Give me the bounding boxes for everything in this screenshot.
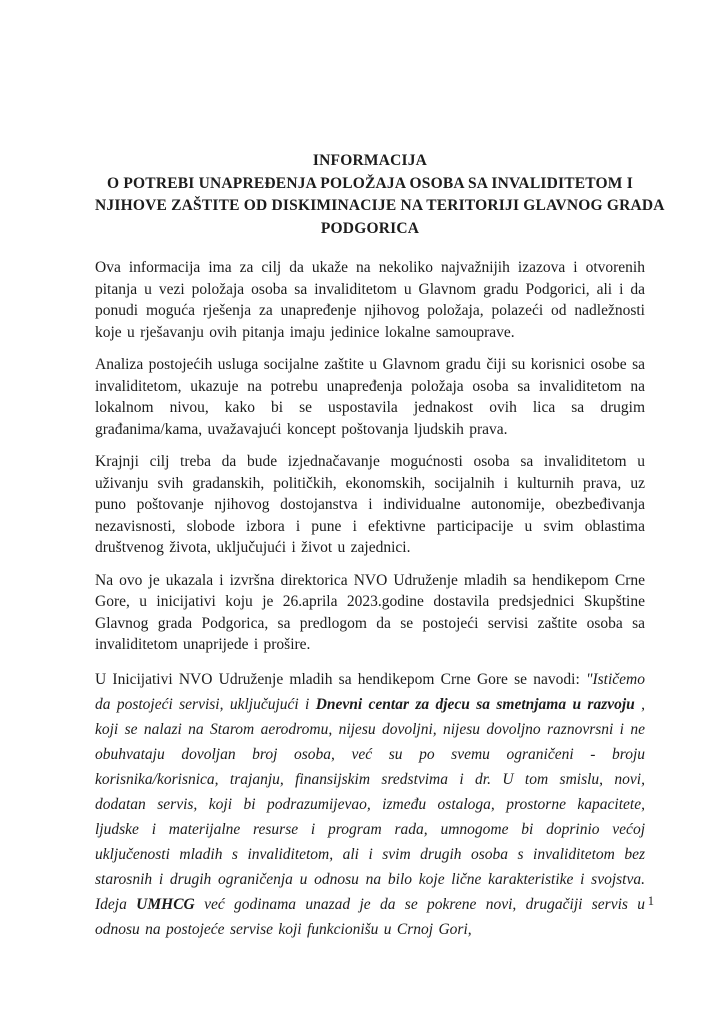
paragraph-3: Krajnji cilj treba da bude izjednačavanje mogućnosti osoba sa invaliditetom u uživanju svih gradanskih, političkih, ekonomskih, socijalnih i kulturnih prava, uz puno poštovanje njihovog dostojanstva i individualne autonomije, obezbeđivanja nezavisnosti, slobode izbora i pune i efektivne participacije u svim oblastima društvenog života, uključujući i život u zajednici. bbox=[95, 453, 645, 556]
paragraph-5-bold-phrase-umhcg: UMHCG bbox=[136, 895, 195, 913]
document-title bbox=[95, 150, 665, 240]
title-line-4: PODGORICA bbox=[320, 219, 420, 237]
paragraph-5 bbox=[95, 667, 645, 942]
page-number: 1 bbox=[647, 894, 654, 908]
paragraph-4: Na ovo je ukazala i izvršna direktorica NVO Udruženje mladih sa hendikepom Crne Gore, u inicijativi koju je 26.aprila 2023.godine dostavila predsjednici Skupštine Glavnog grada Podgorica, sa predlogom da se postojeći servisi zaštite osoba sa invaliditetom unaprijede i prošire. bbox=[95, 571, 645, 653]
paragraph-2: Analiza postojećih usluga socijalne zaštite u Glavnom gradu čiji su korisnici osobe sa invaliditetom, ukazuje na potrebu unapređenja položaja osoba sa invaliditetom na lokalnom nivou, kako bi se uspostavila jednakost ovih lica sa drugim građanima/kama, uvažavajući koncept poštovanja ljudskih prava. bbox=[95, 356, 645, 438]
title-line-3: NJIHOVE ZAŠTITE OD DISKIMINACIJE NA TERITORIJI GLAVNOG GRADA bbox=[95, 197, 665, 214]
paragraph-5-intro: U Inicijativi NVO Udruženje mladih sa hendikepom Crne Gore se navodi: bbox=[95, 670, 586, 688]
document-body bbox=[95, 257, 645, 942]
paragraph-5-quote-part-2: , koji se nalazi na Starom aerodromu, nijesu dovoljni, nijesu dovoljno raznovrsni i ne obuhvataju dovoljan broj osoba, već su po svemu ograničeni - broju korisnika/korisnica, trajanju, finansijskim sredstvima i dr. U tom smislu, novi, dodatan servis, koji bi podrazumijevao, između ostaloga, prostorne kapacitete, ljudske i materijalne resurse i program rada, umnogome bi doprinio većoj uključenosti mladih s invaliditetom, ali i svim drugih osoba s invaliditetom bez starosnih i drugih ograničenja u odnosu na bilo koje lične karakteristike i svojstva. Ideja bbox=[95, 695, 646, 913]
title-line-1: INFORMACIJA bbox=[312, 152, 428, 169]
paragraph-5-quote-part-1: "Ističemo da postojeći servisi, uključujući i bbox=[95, 670, 645, 713]
paragraph-1: Ova informacija ima za cilj da ukaže na nekoliko najvažnijih izazova i otvorenih pitanja u vezi položaja osoba sa invaliditetom u Glavnom gradu Podgorici, ali i da ponudi moguća rješenja za unapređenje njihovog položaja, polazeći od nadležnosti koje u rješavanju ovih pitanja imaju jedinice lokalne samouprave. bbox=[95, 259, 645, 341]
title-line-2: O POTREBI UNAPREĐENJA POLOŽAJA OSOBA SA INVALIDITETOM I bbox=[107, 174, 633, 192]
paragraph-5-quote-part-3: već godinama unazad je da se pokrene novi, drugačiji servis u odnosu na postojeće servise koji funkcionišu u Crnoj Gori, bbox=[95, 895, 645, 938]
paragraph-5-bold-phrase-dnevni-centar: Dnevni centar za djecu sa smetnjama u razvoju bbox=[315, 695, 635, 713]
